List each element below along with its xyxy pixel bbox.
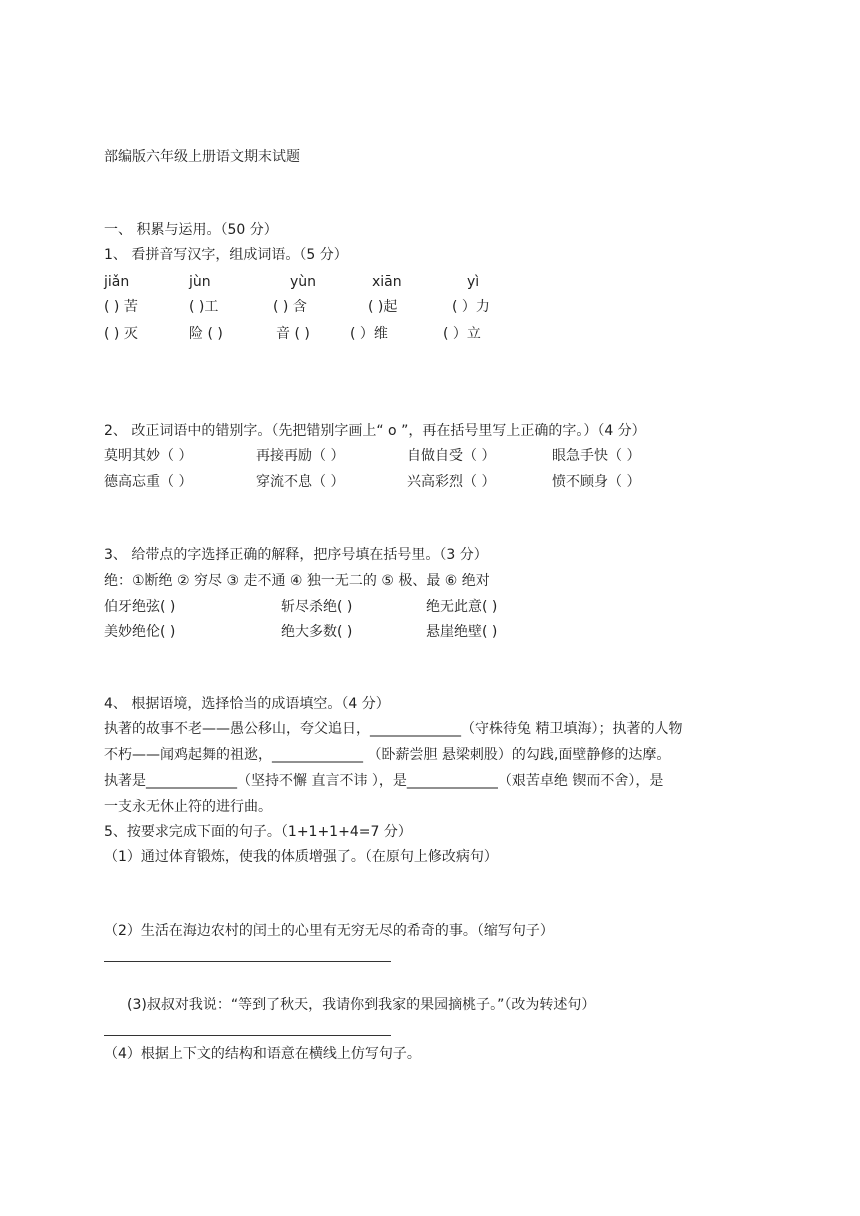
pinyin: jùn — [189, 274, 211, 290]
pinyin: yì — [467, 274, 480, 290]
word-blank: ( ）力 — [452, 299, 490, 315]
word-blank: ( ）维 — [350, 326, 388, 342]
word-item: 眼急手快（ ） — [552, 448, 641, 464]
answer-line — [104, 961, 391, 962]
q5-sentence: （1）通过体育锻炼，使我的体质增强了。（在原句上修改病句） — [104, 849, 498, 865]
q5-sentence: （4）根据上下文的结构和语意在横线上仿写句子。 — [104, 1046, 421, 1062]
word-blank: 险 ( ) — [189, 326, 223, 342]
word-blank: ( )工 — [189, 299, 219, 315]
answer-line — [104, 1035, 391, 1036]
word-blank: ( ) 含 — [273, 299, 307, 315]
q4-line: 执著的故事不老——愚公移山，夸父追日，_____________（守株待兔 精卫填海）；执著的人物 — [104, 721, 683, 737]
section-heading: 一、 积累与运用。（50 分） — [104, 222, 278, 238]
word-item: 自做自受（ ） — [407, 448, 496, 464]
q5-heading: 5、按要求完成下面的句子。（1+1+1+4=7 分） — [104, 824, 412, 840]
word-item: 兴高彩烈（ ） — [407, 474, 496, 490]
word-item: 斩尽杀绝( ) — [281, 599, 353, 615]
word-blank: ( ）立 — [443, 326, 481, 342]
q5-sentence: (3)叔叔对我说：“等到了秋天，我请你到我家的果园摘桃子。”（改为转述句） — [127, 997, 596, 1013]
word-item: 德高忘重（ ） — [104, 474, 193, 490]
word-item: 绝无此意( ) — [426, 599, 498, 615]
pinyin: yùn — [290, 274, 317, 290]
q3-options: 绝：①断绝 ② 穷尽 ③ 走不通 ④ 独一无二的 ⑤ 极、最 ⑥ 绝对 — [104, 573, 490, 589]
word-item: 愤不顾身（ ） — [552, 474, 641, 490]
word-item: 再接再励（ ） — [256, 448, 345, 464]
q4-line: 不朽——闻鸡起舞的祖逖，_____________ （卧薪尝胆 悬梁刺股）的勾践,面壁静修的达摩。 — [104, 747, 671, 763]
q4-heading: 4、 根据语境，选择恰当的成语填空。（4 分） — [104, 696, 390, 712]
q3-heading: 3、 给带点的字选择正确的解释，把序号填在括号里。（3 分） — [104, 547, 488, 563]
word-item: 绝大多数( ) — [281, 624, 353, 640]
word-blank: ( ) 灭 — [104, 326, 138, 342]
q5-sentence: （2）生活在海边农村的闰土的心里有无穷无尽的希奇的事。（缩写句子） — [104, 923, 554, 939]
q4-line: 执著是_____________（坚持不懈 直言不讳 ），是_____________（艰苦卓绝 锲而不舍），是 — [104, 773, 664, 789]
word-blank: 音 ( ) — [276, 326, 310, 342]
q4-line: 一支永无休止符的进行曲。 — [104, 799, 272, 815]
word-item: 美妙绝伦( ) — [104, 624, 176, 640]
word-item: 莫明其妙（ ） — [104, 448, 193, 464]
word-item: 悬崖绝壁( ) — [426, 624, 498, 640]
pinyin: xiān — [372, 274, 402, 290]
word-item: 伯牙绝弦( ) — [104, 599, 176, 615]
word-item: 穿流不息（ ） — [256, 474, 345, 490]
q1-heading: 1、 看拼音写汉字，组成词语。（5 分） — [104, 247, 348, 263]
pinyin: jiǎn — [104, 274, 130, 290]
exam-title: 部编版六年级上册语文期末试题 — [104, 149, 300, 165]
word-blank: ( )起 — [368, 299, 398, 315]
word-blank: ( ) 苦 — [104, 299, 138, 315]
q2-heading: 2、 改正词语中的错别字。（先把错别字画上“ o ”，再在括号里写上正确的字。）（4 分） — [104, 423, 646, 439]
